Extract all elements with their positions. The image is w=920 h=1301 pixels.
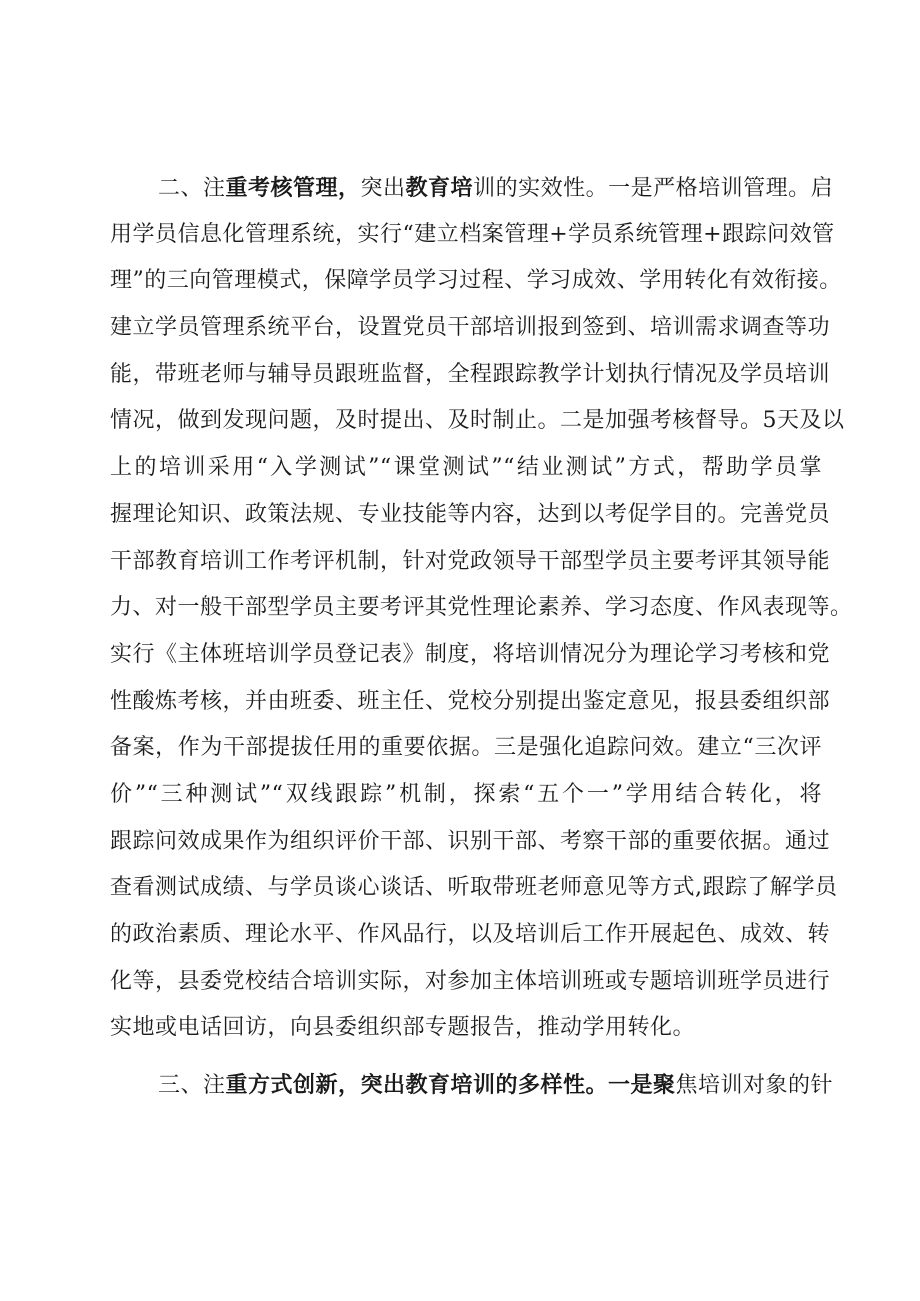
- bold-text-run: 重考核管理，: [225, 175, 361, 201]
- text-run: 价”“三种测试”“双线跟踪”机制，探索“五个一”学用结合转化，将: [110, 781, 822, 807]
- text-line: [110, 492, 831, 539]
- text-run: 干部教育培训工作考评机制，针对党政领导干部型学员主要考评其领导能: [110, 548, 831, 574]
- text-line: [110, 258, 842, 305]
- text-line: [110, 632, 831, 679]
- text-run: 能，带班老师与辅导员跟班监督，全程跟踪教学计划执行情况及学员培训: [110, 361, 831, 387]
- text-run: 性酸炼考核，并由班委、班主任、党校分别提出鉴定意见，报县委组织部: [110, 688, 831, 714]
- text-line: [110, 912, 831, 959]
- text-run: 跟踪问效成果作为组织评价干部、识别干部、考察干部的重要依据。通过: [110, 828, 831, 854]
- text-run: 理”的三向管理模式，保障学员学习过程、学习成效、学用转化有效衔接。: [110, 268, 842, 294]
- text-line: [110, 865, 838, 912]
- document-body: [110, 165, 853, 1109]
- text-line: [110, 165, 834, 212]
- text-run: 查看测试成绩、与学员谈心谈话、听取带班老师意见等方式,跟踪了解学员: [110, 875, 838, 901]
- text-line: [110, 959, 831, 1006]
- text-run: 力、对一般干部型学员主要考评其党性理论素养、学习态度、作风表现等。: [110, 595, 853, 621]
- bold-text-run: 教育培: [405, 175, 474, 201]
- text-run: 握理论知识、政策法规、专业技能等内容，达到以考促学目的。完善党员: [110, 501, 831, 527]
- text-run: 实行《主体班培训学员登记表》制度，将培训情况分为理论学习考核和党: [110, 641, 831, 667]
- text-run: 训的实效性。一是严格培训管理。启: [473, 176, 834, 201]
- text-line: [110, 539, 831, 586]
- text-run: 焦培训对象的针: [675, 1073, 834, 1099]
- text-line: [110, 352, 831, 399]
- text-line: [110, 212, 835, 259]
- paragraph: [110, 1062, 834, 1109]
- bold-text-run: 重方式创新，突出教育培训的多样性。一是聚: [225, 1072, 676, 1099]
- text-run: 情况，做到发现问题，及时提出、及时制止。二是加强考核督导。5天及以: [110, 408, 845, 434]
- text-line: [110, 305, 831, 352]
- text-line: [110, 1062, 834, 1109]
- text-run: 二、注: [158, 176, 226, 201]
- text-run: 上的培训采用“入学测试”“课堂测试”“结业测试”方式，帮助学员掌: [110, 455, 822, 481]
- text-run: 化等，县委党校结合培训实际，对参加主体培训班或专题培训班学员进行: [110, 968, 831, 994]
- text-line: [110, 445, 822, 492]
- text-line: [110, 679, 831, 726]
- text-line: [110, 1005, 822, 1052]
- text-run: 备案，作为干部提拔任用的重要依据。三是强化追踪问效。建立“三次评: [110, 735, 822, 761]
- text-run: 三、注: [158, 1073, 226, 1099]
- text-run: 建立学员管理系统平台，设置党员干部培训报到签到、培训需求调查等功: [110, 315, 831, 341]
- paragraph-gap: [110, 1052, 822, 1062]
- text-run: 实地或电话回访，向县委组织部专题报告，推动学用转化。: [110, 1015, 696, 1041]
- text-line: [110, 725, 822, 772]
- text-run: 用学员信息化管理系统，实行“建立档案管理+学员系统管理+跟踪问效管: [110, 221, 835, 247]
- text-line: [110, 398, 845, 445]
- text-run: 突出: [360, 176, 406, 201]
- text-line: [110, 585, 853, 632]
- text-line: [110, 819, 831, 866]
- paragraph: [110, 165, 853, 1052]
- text-line: [110, 772, 822, 819]
- text-run: 的政治素质、理论水平、作风品行，以及培训后工作开展起色、成效、转: [110, 922, 831, 947]
